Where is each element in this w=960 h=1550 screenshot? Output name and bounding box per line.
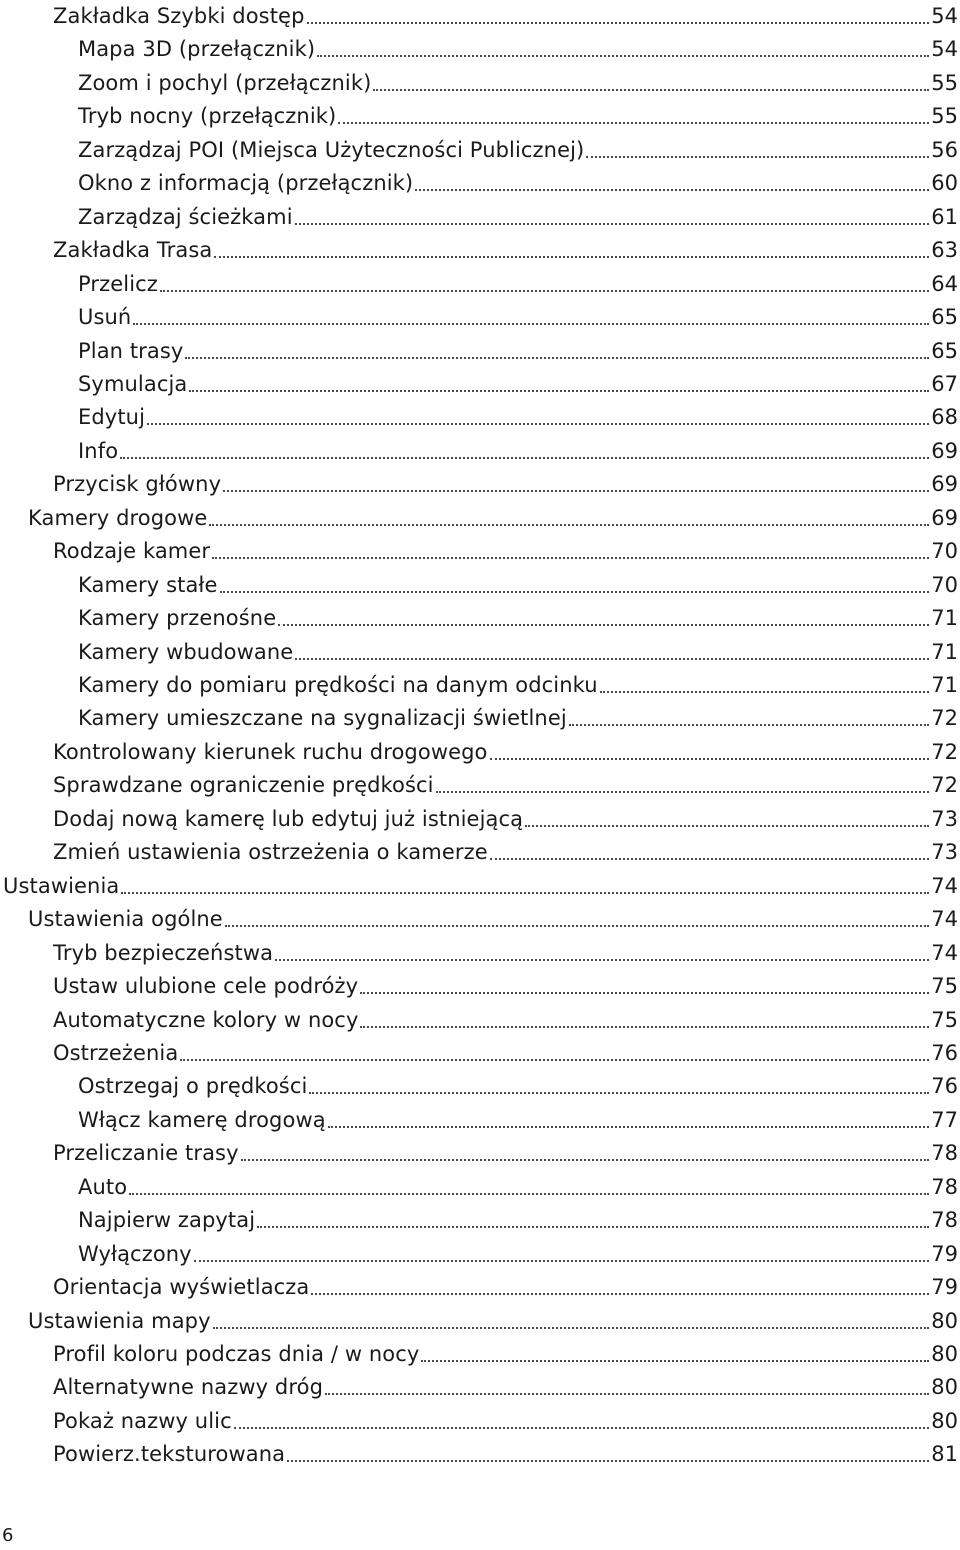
toc-entry-label: Kamery stałe (78, 572, 218, 597)
toc-entry-page: 69 (931, 472, 958, 497)
toc-entry-page: 80 (931, 1375, 958, 1400)
toc-dot-leader (295, 658, 929, 660)
toc-entry-label: Kamery wbudowane (78, 639, 294, 664)
toc-entry-page: 79 (931, 1241, 958, 1266)
toc-entry-page: 73 (931, 840, 958, 865)
toc-entry-page: 80 (931, 1408, 958, 1433)
toc-entry-page: 64 (931, 271, 958, 296)
toc-entry-page: 65 (931, 305, 958, 330)
toc-dot-leader (317, 55, 929, 57)
toc-dot-leader (234, 1427, 930, 1429)
toc-entry[interactable] (53, 1037, 958, 1070)
toc-entry[interactable] (53, 1004, 958, 1037)
toc-entry[interactable] (28, 1305, 958, 1338)
toc-dot-leader (257, 1226, 929, 1228)
toc-entry[interactable] (78, 167, 958, 200)
toc-dot-leader (325, 1393, 929, 1395)
toc-dot-leader (189, 390, 929, 392)
toc-entry-page: 71 (931, 606, 958, 631)
toc-entry[interactable] (53, 535, 958, 568)
toc-entry[interactable] (53, 836, 958, 869)
toc-entry-page: 74 (931, 873, 958, 898)
toc-entry-label: Zakładka Szybki dostęp (53, 4, 305, 28)
toc-entry-page: 81 (931, 1442, 958, 1467)
toc-entry-label: Dodaj nową kamerę lub edytuj już istniejącą (53, 806, 524, 831)
toc-entry-label: Zmień ustawienia ostrzeżenia o kamerze (53, 840, 488, 865)
toc-entry[interactable] (53, 1338, 958, 1371)
toc-dot-leader (241, 1159, 930, 1161)
toc-entry-label: Kamery umieszczane na sygnalizacji świetlnej (78, 706, 567, 731)
toc-entry-page: 72 (931, 739, 958, 764)
toc-entry[interactable] (78, 602, 958, 635)
toc-entry-label: Sprawdzane ograniczenie prędkości (53, 773, 434, 798)
toc-entry[interactable] (3, 870, 958, 903)
toc-entry-label: Ustawienia ogólne (28, 907, 223, 932)
toc-entry-label: Edytuj (78, 405, 146, 430)
toc-entry-label: Pokaż nazwy ulic (53, 1408, 232, 1433)
toc-entry[interactable] (78, 636, 958, 669)
toc-entry-page: 70 (931, 572, 958, 597)
toc-entry[interactable] (78, 1204, 958, 1237)
toc-entry-page: 54 (931, 37, 958, 62)
toc-entry[interactable] (53, 1438, 958, 1471)
toc-dot-leader (373, 89, 929, 91)
toc-entry-label: Okno z informacją (przełącznik) (78, 171, 414, 196)
toc-entry-page: 78 (931, 1174, 958, 1199)
toc-dot-leader (147, 423, 929, 425)
toc-entry-page: 71 (931, 673, 958, 697)
toc-entry[interactable] (78, 268, 958, 301)
toc-entry-label: Ostrzeżenia (53, 1040, 179, 1065)
toc-dot-leader (436, 791, 930, 793)
toc-dot-leader (360, 992, 929, 994)
toc-entry-label: Tryb bezpieczeństwa (53, 940, 274, 965)
toc-entry-page: 75 (931, 1007, 958, 1032)
toc-dot-leader (223, 490, 929, 492)
toc-entry[interactable] (28, 903, 958, 936)
toc-entry-label: Powierz.teksturowana (53, 1442, 286, 1467)
toc-entry-label: Tryb nocny (przełącznik) (78, 104, 337, 129)
toc-entry-label: Kamery przenośne (78, 606, 277, 631)
toc-entry[interactable] (78, 67, 958, 100)
toc-entry-page: 74 (931, 940, 958, 965)
toc-entry-page: 55 (931, 70, 958, 95)
toc-dot-leader (121, 892, 929, 894)
toc-dot-leader (212, 557, 929, 559)
toc-dot-leader (133, 323, 929, 325)
toc-entry[interactable] (53, 0, 958, 33)
toc-entry-page: 79 (931, 1275, 958, 1300)
toc-entry-page: 72 (931, 706, 958, 731)
toc-dot-leader (214, 256, 929, 258)
toc-entry[interactable] (78, 301, 958, 334)
toc-entry-label: Kontrolowany kierunek ruchu drogowego (53, 739, 488, 764)
toc-entry-page: 71 (931, 639, 958, 664)
toc-dot-leader (209, 524, 929, 526)
toc-entry-label: Ustaw ulubione cele podróży (53, 974, 359, 999)
toc-entry-label: Symulacja (78, 371, 188, 396)
toc-entry[interactable] (78, 100, 958, 133)
toc-entry-label: Auto (78, 1174, 128, 1199)
toc-entry[interactable] (53, 468, 958, 501)
toc-dot-leader (525, 825, 929, 827)
toc-entry[interactable] (78, 134, 958, 167)
toc-entry-page: 65 (931, 338, 958, 363)
toc-dot-leader (600, 691, 930, 693)
toc-entry[interactable] (28, 502, 958, 535)
toc-entry-label: Mapa 3D (przełącznik) (78, 37, 316, 62)
toc-entry-page: 72 (931, 773, 958, 798)
toc-dot-leader (194, 1260, 930, 1262)
toc-entry-page: 61 (931, 204, 958, 229)
toc-entry[interactable] (53, 937, 958, 970)
toc-entry-page: 80 (931, 1308, 958, 1333)
toc-entry[interactable] (53, 1271, 958, 1304)
toc-entry-page: 69 (931, 438, 958, 463)
toc-entry-label: Kamery drogowe (28, 505, 208, 530)
toc-entry[interactable] (53, 1371, 958, 1404)
toc-dot-leader (160, 290, 929, 292)
toc-entry-label: Alternatywne nazwy dróg (53, 1375, 323, 1400)
toc-entry-label: Orientacja wyświetlacza (53, 1275, 310, 1300)
toc-entry[interactable] (53, 970, 958, 1003)
toc-dot-leader (490, 758, 930, 760)
toc-entry-label: Ustawienia (3, 873, 120, 898)
toc-entry-page: 54 (931, 4, 958, 28)
toc-entry-label: Ustawienia mapy (28, 1308, 211, 1333)
toc-entry-label: Plan trasy (78, 338, 184, 363)
toc-dot-leader (421, 1360, 929, 1362)
toc-entry[interactable] (53, 1137, 958, 1170)
page-number: 6 (2, 1525, 14, 1546)
toc-entry-label: Przelicz (78, 271, 158, 296)
toc-entry[interactable] (78, 702, 958, 735)
toc-entry-label: Najpierw zapytaj (78, 1208, 256, 1233)
toc-entry-label: Ostrzegaj o prędkości (78, 1074, 308, 1099)
toc-dot-leader (490, 858, 930, 860)
toc-entry-page: 75 (931, 974, 958, 999)
toc-entry-page: 77 (931, 1107, 958, 1132)
toc-entry-label: Zakładka Trasa (53, 238, 213, 263)
toc-entry-label: Przycisk główny (53, 472, 222, 497)
toc-dot-leader (569, 724, 929, 726)
toc-entry-label: Automatyczne kolory w nocy (53, 1007, 359, 1032)
toc-entry-label: Rodzaje kamer (53, 539, 211, 564)
toc-dot-leader (120, 457, 929, 459)
toc-entry-label: Wyłączony (78, 1241, 192, 1266)
toc-entry[interactable] (78, 368, 958, 401)
toc-entry[interactable] (78, 1171, 958, 1204)
toc-entry-page: 56 (931, 137, 958, 162)
toc-entry-page: 78 (931, 1208, 958, 1233)
toc-dot-leader (328, 1126, 930, 1128)
toc-entry-page: 73 (931, 806, 958, 831)
toc-dot-leader (278, 624, 929, 626)
toc-entry-label: Zarządzaj ścieżkami (78, 204, 293, 229)
toc-entry-label: Profil koloru podczas dnia / w nocy (53, 1342, 420, 1366)
toc-entry[interactable] (78, 1070, 958, 1103)
toc-dot-leader (275, 959, 929, 961)
toc-dot-leader (360, 1026, 929, 1028)
toc-entry-label: Przeliczanie trasy (53, 1141, 239, 1166)
toc-entry[interactable] (78, 669, 958, 702)
toc-entry[interactable] (53, 1405, 958, 1438)
toc-entry-page: 68 (931, 405, 958, 430)
toc-entry[interactable] (78, 435, 958, 468)
toc-entry-page: 80 (931, 1342, 958, 1366)
toc-entry[interactable] (53, 736, 958, 769)
toc-dot-leader (213, 1327, 930, 1329)
toc-entry-page: 55 (931, 104, 958, 129)
toc-entry[interactable] (78, 201, 958, 234)
toc-dot-leader (415, 189, 929, 191)
toc-entry-page: 74 (931, 907, 958, 932)
toc-entry[interactable] (78, 33, 958, 66)
toc-dot-leader (295, 223, 930, 225)
toc-entry-label: Zoom i pochyl (przełącznik) (78, 70, 372, 95)
toc-entry-page: 78 (931, 1141, 958, 1166)
toc-dot-leader (307, 22, 930, 24)
toc-dot-leader (180, 1059, 929, 1061)
toc-entry[interactable] (78, 401, 958, 434)
toc-entry-label: Kamery do pomiaru prędkości na danym odcinku (78, 673, 598, 697)
toc-dot-leader (586, 156, 929, 158)
toc-dot-leader (311, 1293, 929, 1295)
toc-dot-leader (338, 122, 929, 124)
toc-entry-page: 76 (931, 1074, 958, 1099)
toc-dot-leader (287, 1460, 929, 1462)
toc-entry-page: 63 (931, 238, 958, 263)
toc-dot-leader (225, 925, 929, 927)
toc-entry-page: 76 (931, 1040, 958, 1065)
toc-dot-leader (220, 591, 930, 593)
toc-entry[interactable] (78, 335, 958, 368)
toc-entry-label: Usuń (78, 305, 132, 330)
toc-entry[interactable] (78, 1104, 958, 1137)
toc-entry[interactable] (78, 569, 958, 602)
toc-entry-label: Info (78, 438, 119, 463)
toc-entry-page: 70 (931, 539, 958, 564)
toc-entry-page: 60 (931, 171, 958, 196)
toc-dot-leader (129, 1193, 929, 1195)
toc-dot-leader (185, 357, 929, 359)
toc-entry[interactable] (53, 803, 958, 836)
toc-dot-leader (309, 1092, 929, 1094)
toc-entry[interactable] (78, 1238, 958, 1271)
toc-entry-page: 69 (931, 505, 958, 530)
toc-entry[interactable] (53, 234, 958, 267)
toc-entry[interactable] (53, 769, 958, 802)
toc-entry-label: Zarządzaj POI (Miejsca Użyteczności Publicznej) (78, 137, 585, 162)
toc-entry-label: Włącz kamerę drogową (78, 1107, 326, 1132)
toc-entry-page: 67 (931, 371, 958, 396)
